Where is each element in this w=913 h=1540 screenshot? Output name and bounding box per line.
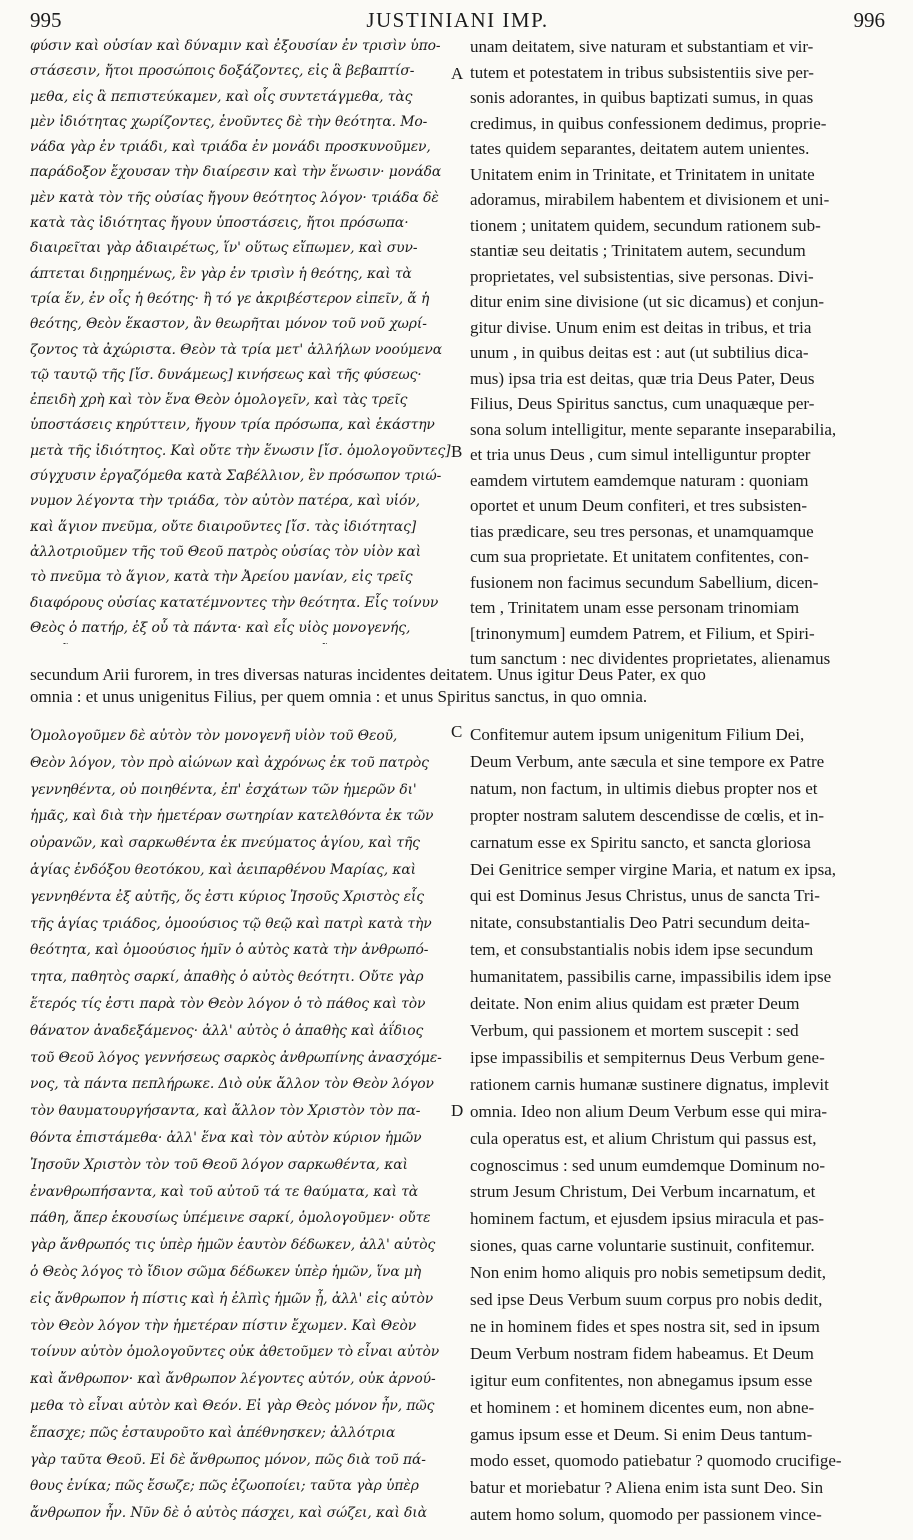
page-number-right: 996 <box>853 8 885 32</box>
margin-marker-c: C <box>451 722 463 741</box>
margin-marker-d: D <box>451 1101 464 1120</box>
page-number-left: 995 <box>30 8 62 32</box>
margin-marker-a: A <box>451 64 464 83</box>
greek-column-section-2: Ὁμολογοῦμεν δὲ αὐτὸν τὸν μονογενῆ υἱὸν τοῦ Θεοῦ, Θεὸν λόγον, τὸν πρὸ αἰώνων καὶ ἀχρόνως ἐκ τοῦ πατρὸς γεννηθέντα, οὐ ποιηθέντα, ἐπ' ἐσχάτων τῶν ἡμερῶν δι' ἡμᾶς, καὶ διὰ τὴν ἡμετέραν σωτηρίαν κατελθόντα ἐκ τῶν οὐρανῶν, καὶ σαρκωθέντα ἐκ πνεύματος ἁγίου, καὶ τῆς ἁγίας ἐνδόξου θεοτόκου, καὶ ἀειπαρθένου Μαρίας, καὶ γεννηθέντα ἐξ αὐτῆς, ὅς ἐστι κύριος Ἰησοῦς Χριστὸς εἷς τῆς ἁγίας τριάδος, ὁμοούσιος τῷ θεῷ καὶ πατρὶ κατὰ τὴν θεότητα, καὶ ὁμοούσιος ἡμῖν ὁ αὐτὸς κατὰ τὴν ἀνθρωπό- τητα, παθητὸς σαρκί, ἀπαθὴς ὁ αὐτὸς θεότητι. Οὔτε γὰρ ἕτερός τίς ἐστι παρὰ τὸν Θεὸν λόγον ὁ τὸ πάθος καὶ τὸν θάνατον ἀναδεξάμενος· ἀλλ' αὐτὸς ὁ ἀπαθὴς καὶ ἀΐδιος τοῦ Θεοῦ λόγος γεννήσεως σαρκὸς ἀνθρωπίνης ἀνασχόμε- νος, τὰ πάντα πεπλήρωκε. Διὸ οὐκ ἄλλον τὸν Θεὸν λόγον τὸν θαυματουργήσαντα, καὶ ἄλλον τὸν Χριστὸν τὸν πα- θόντα ἐπιστάμεθα· ἀλλ' ἕνα καὶ τὸν αὐτὸν κύριον ἡμῶν Ἰησοῦν Χριστὸν τὸν τοῦ Θεοῦ λόγον σαρκωθέντα, καὶ ἐνανθρωπήσαντα, καὶ τοῦ αὐτοῦ τά τε θαύματα, καὶ τὰ πάθη, ἅπερ ἑκουσίως ὑπέμεινε σαρκί, ὁμολογοῦμεν· οὔτε γὰρ ἄνθρωπός τις ὑπὲρ ἡμῶν ἑαυτὸν δέδωκεν, ἀλλ' αὐτὸς ὁ Θεὸς λόγος τὸ ἴδιον σῶμα δέδωκεν ὑπὲρ ἡμῶν, ἵνα μὴ εἰς ἄνθρωπον ἡ πίστις καὶ ἡ ἐλπὶς ἡμῶν ᾖ, ἀλλ' εἰς αὐτὸν τὸν Θεὸν λόγον τὴν ἡμετέραν πίστιν ἔχωμεν. Καὶ Θεὸν τοίνυν αὐτὸν ὁμολογοῦντες οὐκ ἀθετοῦμεν τὸ εἶναι αὐτὸν καὶ ἄνθρωπον· καὶ ἄνθρωπον λέγοντες αὐτόν, οὐκ ἀρνού- μεθα τὸ εἶναι αὐτὸν καὶ Θεόν. Εἰ γὰρ Θεὸς μόνον ἦν, πῶς ἔπασχε; πῶς ἐσταυροῦτο καὶ ἀπέθνησκεν; ἀλλότρια γὰρ ταῦτα Θεοῦ. Εἰ δὲ ἄνθρωπος μόνον, πῶς διὰ τοῦ πά- θους ἐνίκα; πῶς ἔσωζε; πῶς ἐζωοποίει; ταῦτα γὰρ ὑπὲρ ἄνθρωπον ἦν. Νῦν δὲ ὁ αὐτὸς πάσχει, καὶ σώζει, καὶ διὰ <box>30 728 442 1522</box>
latin-column-section-2: Confitemur autem ipsum unigenitum Filium Dei, Deum Verbum, ante sæcula et sine tempore ex Patre natum, non factum, in ultimis diebus propter nos et propter nostram salutem descendisse de cœlis, et in- carnatum esse ex Spiritu sancto, et sancta gloriosa Dei Genitrice semper virgine Maria, et natum ex ipsa, qui est Dominus Jesus Christus, unus de sancta Tri- nitate, consubstantialis Deo Patri secundum deita- tem, et consubstantialis nobis idem ipse secundum humanitatem, passibilis carne, impassibilis idem ipse deitate. Non enim alius quidam est præter Deum Verbum, qui passionem et mortem suscepit : sed ipse impassibilis et sempiternus Deus Verbum gene- rationem carnis humanæ sustinere dignatus, implevit omnia. Ideo non alium Deum Verbum esse qui mira- cula operatus est, et alium Christum qui passus est, cognoscimus : sed unum eumdemque Dominum no- strum Jesum Christum, Dei Verbum incarnatum, et hominem factum, et ejusdem ipsius miracula et pas- siones, quas carne voluntarie sustinuit, confitemur. Non enim homo aliquis pro nobis semetipsum dedit, sed ipse Deus Verbum suum corpus pro nobis dedit, ne in hominem fides et spes nostra sit, sed in ipsum Deum Verbum nostram fidem habeamus. Et Deum igitur eum confitentes, non abnegamus ipsum esse et hominem : et hominem dicentes eum, non abne- gamus ipsum esse et Deum. Si enim Deus tantum- modo esset, quomodo patiebatur ? quomodo crucifige- batur et moriebatur ? Aliena enim ista sunt Deo. Sin autem homo solum, quomodo per passionem vince- <box>470 725 842 1525</box>
full-width-latin-line: secundum Arii furorem, in tres diversas naturas incidentes deitatem. Unus igitur Deus Pater, ex quo omnia : et unus unigenitus Filius, per quem omnia : et unus Spiritus sanctus, in quo omnia. <box>30 665 706 706</box>
running-title: JUSTINIANI IMP. <box>366 8 549 32</box>
latin-column-section-1: unam deitatem, sive naturam et substantiam et vir- tutem et potestatem in tribus subsistentiis sive per- sonis adorantes, in quibus baptizati sumus, in quas credimus, in quibus confessionem dedimus, proprie- tates quidem separantes, deitatem autem unientes. Unitatem enim in Trinitate, et Trinitatem in unitate adoramus, mirabilem habentem et divisionem et uni- tionem ; unitatem quidem, secundum rationem sub- stantiæ seu deitatis ; Trinitatem autem, secundum proprietates, vel subsistentias, sive personas. Divi- ditur enim sine divisione (ut sic dicamus) et conjun- gitur divise. Unum enim est deitas in tribus, et tria unum , in quibus deitas est : aut (ut subtilius dica- mus) ipsa tria est deitas, quæ tria Deus Pater, Deus Filius, Deus Spiritus sanctus, cum unaquæque per- sona solum intelligitur, mente separante inseparabilia, et tria unus Deus , cum simul intelliguntur propter eamdem virtutem eamdemque naturam : quoniam oportet et unum Deum confiteri, et tres subsisten- tias prædicare, seu tres personas, et unamquamque cum sua proprietate. Et unitatem confitentes, con- fusionem non facimus secundum Sabellium, dicen- tem , Trinitatem unam esse personam trinomiam [trinonymum] eumdem Patrem, et Filium, et Spiri- tum sanctum : nec dividentes proprietates, alienamus <box>470 37 837 668</box>
greek-column-section-1: φύσιν καὶ οὐσίαν καὶ δύναμιν καὶ ἐξουσίαν ἐν τρισὶν ὑπο- στάσεσιν, ἤτοι προσώποις δοξάζοντες, εἰς ἃ βεβαπτίσ- μεθα, εἰς ἃ πεπιστεύκαμεν, καὶ οἷς συντετάγμεθα, τὰς μὲν ἰδιότητας χωρίζοντες, ἑνοῦντες δὲ τὴν θεότητα. Μο- νάδα γὰρ ἐν τριάδι, καὶ τριάδα ἐν μονάδι προσκυνοῦμεν, παράδοξον ἔχουσαν τὴν διαίρεσιν καὶ τὴν ἕνωσιν· μονάδα μὲν κατὰ τὸν τῆς οὐσίας ἤγουν θεότητος λόγον· τριάδα δὲ κατὰ τὰς ἰδιότητας ἤγουν ὑποστάσεις, ἤτοι πρόσωπα· διαιρεῖται γὰρ ἀδιαιρέτως, ἵν' οὕτως εἴπωμεν, καὶ συν- άπτεται διῃρημένως, ἓν γὰρ ἐν τρισὶν ἡ θεότης, καὶ τὰ τρία ἕν, ἐν οἷς ἡ θεότης· ἢ τό γε ἀκριβέστερον εἰπεῖν, ἅ ἡ θεότης, Θεὸν ἕκαστον, ἂν θεωρῆται μόνον τοῦ νοῦ χωρί- ζοντος τὰ ἀχώριστα. Θεὸν τὰ τρία μετ' ἀλλήλων νοούμενα τῷ ταυτῷ τῆς [ἴσ. δυνάμεως] κινήσεως καὶ τῆς φύσεως· ἐπειδὴ χρὴ καὶ τὸν ἕνα Θεὸν ὁμολογεῖν, καὶ τὰς τρεῖς ὑποστάσεις κηρύττειν, ἤγουν τρία πρόσωπα, καὶ ἑκάστην μετὰ τῆς ἰδιότητος. Καὶ οὔτε τὴν ἕνωσιν [ἴσ. ὁμολογοῦντες] σύγχυσιν ἐργαζόμεθα κατὰ Σαβέλλιον, ἓν πρόσωπον τριώ- νυμον λέγοντα τὴν τριάδα, τὸν αὐτὸν πατέρα, καὶ υἱόν, καὶ ἅγιον πνεῦμα, οὔτε διαιροῦντες [ἴσ. τὰς ἰδιότητας] ἀλλοτριοῦμεν τῆς τοῦ Θεοῦ πατρὸς οὐσίας τὸν υἱὸν καὶ τὸ πνεῦμα τὸ ἅγιον, κατὰ τὴν Ἀρείου μανίαν, εἰς τρεῖς διαφόρους οὐσίας κατατέμνοντες τὴν θεότητα. Εἷς τοίνυν Θεὸς ὁ πατήρ, ἐξ οὗ τὰ πάντα· καὶ εἷς υἱὸς μονογενής, <box>30 38 451 636</box>
margin-marker-b: B <box>451 442 463 461</box>
